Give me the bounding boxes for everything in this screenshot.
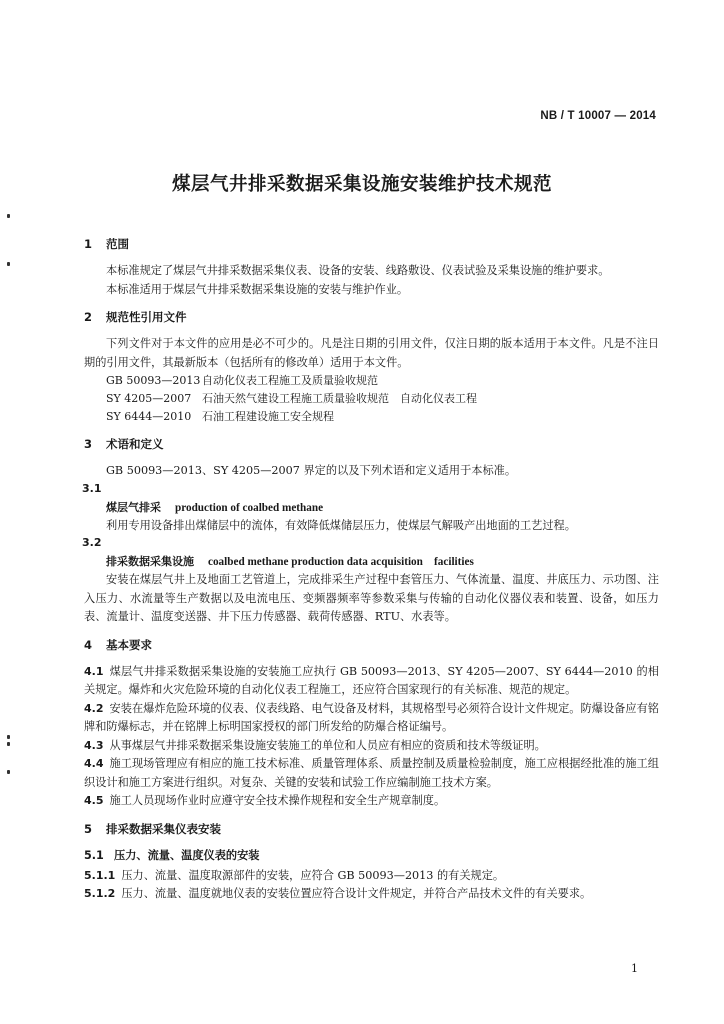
section-heading xyxy=(84,236,659,252)
clause-number: 4.5 xyxy=(84,794,104,807)
reference-name: 自动化仪表工程施工及质量验收规范 xyxy=(202,374,378,387)
scan-mark xyxy=(7,735,10,739)
section-title: 基本要求 xyxy=(106,637,153,652)
clause xyxy=(84,663,659,700)
scan-mark xyxy=(7,742,10,746)
section-title: 排采数据采集仪表安装 xyxy=(106,821,222,836)
term-entry xyxy=(84,499,659,517)
clause-number: 4.2 xyxy=(84,701,104,715)
reference-name: 石油天然气建设工程施工质量验收规范 自动化仪表工程 xyxy=(202,392,477,405)
section-heading xyxy=(84,637,659,653)
clause xyxy=(84,867,659,886)
clause-number: 4.4 xyxy=(84,757,104,770)
subsection-heading xyxy=(84,847,659,865)
reference-name: 石油工程建设施工安全规程 xyxy=(202,410,334,423)
paragraph: GB 50093—2013、SY 4205—2007 界定的以及下列术语和定义适用于本标准。 xyxy=(106,464,517,477)
section-number: 5 xyxy=(84,821,93,836)
clause-text: 煤层气井排采数据采集设施的安装施工应执行 GB 50093—2013、SY 4205—2007、SY 6444—2010 的相关规定。爆炸和火灾危险环境的自动化仪表工程施工，还应符合国家现行的有关标准、规范的规定。 xyxy=(84,664,659,696)
section-heading xyxy=(84,309,659,325)
document-body xyxy=(84,236,659,904)
scan-mark xyxy=(7,262,10,266)
clause xyxy=(84,700,659,737)
reference-code: SY 4205—2007 xyxy=(106,392,192,405)
clause-number: 4.3 xyxy=(84,738,104,752)
reference-code: SY 6444—2010 xyxy=(106,410,192,423)
clause-text: 施工人员现场作业时应遵守安全技术操作规程和安全生产规章制度。 xyxy=(109,794,446,807)
subsection-number: 5.1 xyxy=(84,848,104,862)
reference-code: GB 50093—2013 xyxy=(106,374,201,387)
term-definition: 利用专用设备排出煤储层中的流体，有效降低煤储层压力，使煤层气解吸产出地面的工艺过程。 xyxy=(106,518,576,532)
section-heading xyxy=(84,436,659,452)
term-entry xyxy=(84,553,659,571)
clause xyxy=(84,755,659,792)
section-title: 范围 xyxy=(106,237,130,251)
document-title: 煤层气井排采数据采集设施安装维护技术规范 xyxy=(171,174,552,195)
section-heading xyxy=(84,821,659,837)
reference-item xyxy=(84,408,659,426)
scan-mark xyxy=(7,214,10,218)
clause-text: 压力、流量、温度就地仪表的安装位置应符合设计文件规定，并符合产品技术文件的有关要求。 xyxy=(121,887,592,900)
scan-mark xyxy=(7,770,10,774)
section-number: 1 xyxy=(84,237,93,251)
paragraph: 本标准适用于煤层气井排采数据采集设施的安装与维护作业。 xyxy=(106,282,409,296)
clause xyxy=(84,885,659,904)
subsection-title: 压力、流量、温度仪表的安装 xyxy=(114,848,260,862)
term-english: coalbed methane production data acquisition facilities xyxy=(208,556,474,568)
clause-number: 5.1.2 xyxy=(84,887,116,900)
section-number: 4 xyxy=(84,637,93,652)
clause xyxy=(84,792,659,811)
clause-text: 施工现场管理应有相应的施工技术标准、质量管理体系、质量控制及质量检验制度，施工应根据经批准的施工组织设计和施工方案进行组织。对复杂、关键的安装和试验工作应编制施工技术方案。 xyxy=(84,757,659,789)
section-number: 3 xyxy=(84,437,93,451)
term-chinese: 排采数据采集设施 xyxy=(106,555,194,568)
page-number: 1 xyxy=(631,962,638,975)
reference-item xyxy=(84,390,659,408)
clause-text: 从事煤层气井排采数据采集设施安装施工的单位和人员应有相应的资质和技术等级证明。 xyxy=(109,738,546,752)
term-definition: 安装在煤层气井上及地面工艺管道上，完成排采生产过程中套管压力、气体流量、温度、井底压力、示功图、注入压力、水流量等生产数据以及电流电压、变频器频率等参数采集与传输的自动化仪器仪表和装置、设备，如压力表、流量计、温度变送器、井下压力传感器、载荷传感器、RTU、水表等。 xyxy=(84,573,659,623)
section-title: 规范性引用文件 xyxy=(106,310,187,324)
section-title: 术语和定义 xyxy=(106,437,164,451)
paragraph: 下列文件对于本文件的应用是必不可少的。凡是注日期的引用文件，仅注日期的版本适用于本文件。凡是不注日期的引用文件，其最新版本（包括所有的修改单）适用于本文件。 xyxy=(84,337,659,369)
term-english: production of coalbed methane xyxy=(175,501,324,514)
term-number: 3.1 xyxy=(82,481,102,495)
clause-text: 安装在爆炸危险环境的仪表、仪表线路、电气设备及材料，其规格型号必须符合设计文件规定。防爆设备应有铭牌和防爆标志，并在铭牌上标明国家授权的部门所发给的防爆合格证编号。 xyxy=(84,701,659,733)
term-chinese: 煤层气排采 xyxy=(106,500,161,514)
paragraph: 本标准规定了煤层气井排采数据采集仪表、设备的安装、线路敷设、仪表试验及采集设施的维护要求。 xyxy=(106,264,610,277)
section-number: 2 xyxy=(84,310,93,324)
clause-text: 压力、流量、温度取源部件的安装，应符合 GB 50093—2013 的有关规定。 xyxy=(121,868,505,882)
clause xyxy=(84,737,659,756)
clause-number: 5.1.1 xyxy=(84,868,116,882)
term-number: 3.2 xyxy=(82,536,102,549)
clause-number: 4.1 xyxy=(84,664,104,678)
reference-item xyxy=(84,372,659,390)
standard-code: NB / T 10007 — 2014 xyxy=(540,110,656,122)
